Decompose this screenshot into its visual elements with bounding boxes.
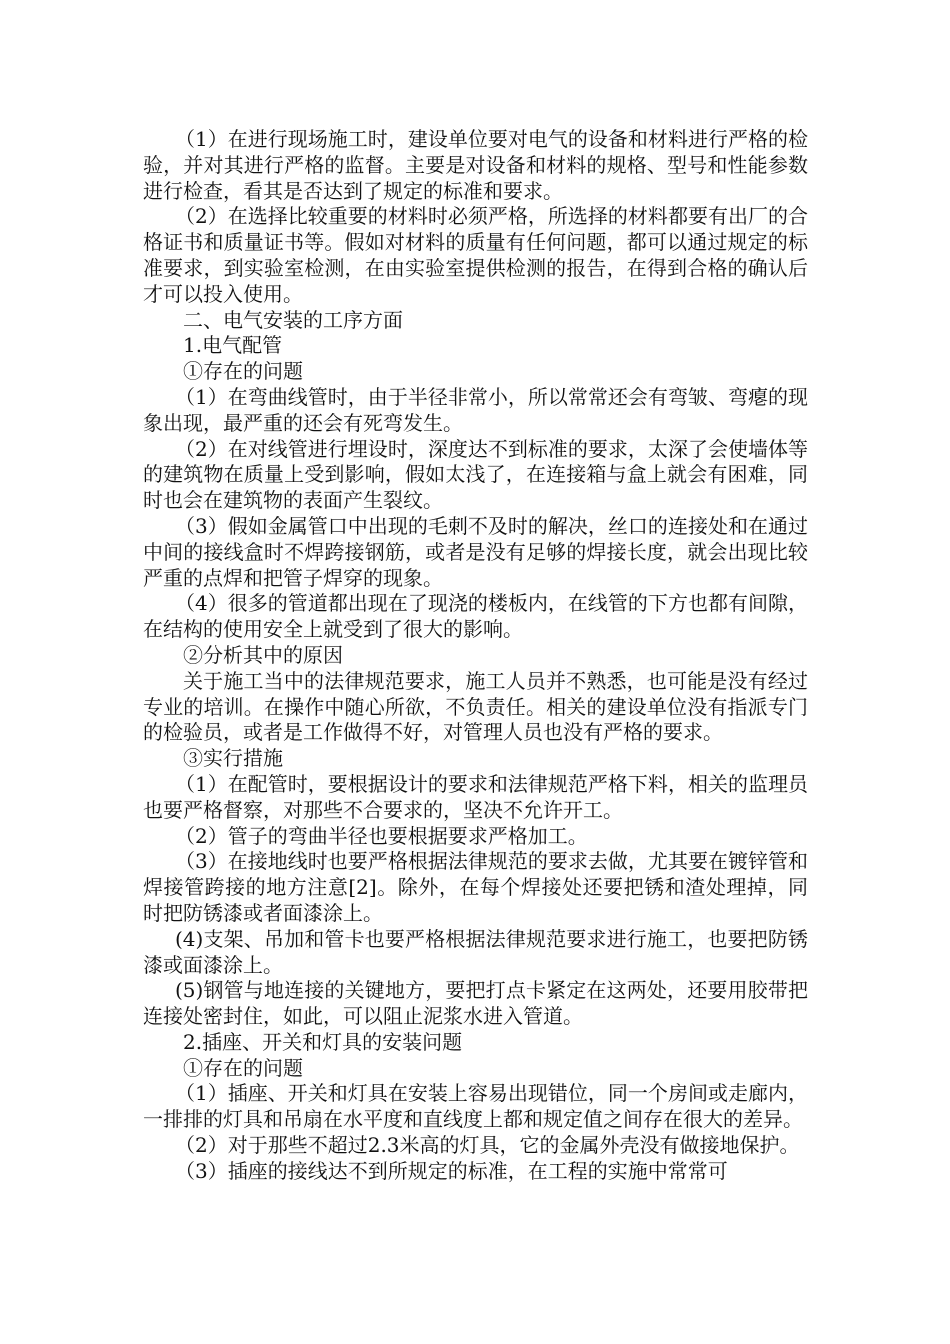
paragraph-causes: 关于施工当中的法律规范要求，施工人员并不熟悉，也可能是没有经过专业的培训。在操作中随心所欲，不负责任。相关的建设单位没有指派专门的检验员，或者是工作做得不好，对管理人员也没有严格的要求。 — [143, 668, 808, 745]
paragraph-measure-2: （2）管子的弯曲半径也要根据要求严格加工。 — [175, 823, 588, 848]
paragraph-measure-1: （1）在配管时，要根据设计的要求和法律规范严格下料，相关的监理员也要严格督察，对那些不合要求的，坚决不允许开工。 — [143, 771, 808, 822]
paragraph-problem-4: （4）很多的管道都出现在了现浇的楼板内，在线管的下方也都有间隙，在结构的使用安全上就受到了很大的影响。 — [143, 591, 808, 642]
paragraph-measure-3: （3）在接地线时也要严格根据法律规范的要求去做，尤其要在镀锌管和焊接管跨接的地方注意[2]。除外，在每个焊接处还要把锈和渣处理掉，同时把防锈漆或者面漆涂上。 — [143, 849, 808, 925]
subheading-problems: ①存在的问题 — [183, 359, 303, 384]
document-body — [143, 127, 808, 1185]
subheading-conduit: 1.电气配管 — [183, 333, 283, 358]
section-heading-process: 二、电气安装的工序方面 — [183, 307, 403, 332]
subheading-problems-2: ①存在的问题 — [183, 1055, 303, 1080]
paragraph-problem-2: （2）在对线管进行埋设时，深度达不到标准的要求，太深了会使墙体等的建筑物在质量上受到影响，假如太浅了，在连接箱与盒上就会有困难，同时也会在建筑物的表面产生裂纹。 — [143, 436, 808, 513]
paragraph-material-selection: （2）在选择比较重要的材料时必须严格，所选择的材料都要有出厂的合格证书和质量证书等。假如对材料的质量有任何问题，都可以通过规定的标准要求，到实验室检测，在由实验室提供检测的报告，在得到合格的确认后才可以投入使用。 — [143, 204, 808, 306]
paragraph-socket-problem-2: （2）对于那些不超过2.3米高的灯具，它的金属外壳没有做接地保护。 — [175, 1133, 800, 1158]
paragraph-inspection: （1）在进行现场施工时，建设单位要对电气的设备和材料进行严格的检验，并对其进行严格的监督。主要是对设备和材料的规格、型号和性能参数进行检查，看其是否达到了规定的标准和要求。 — [143, 127, 808, 203]
subheading-measures: ③实行措施 — [183, 746, 283, 771]
paragraph-socket-problem-1: （1）插座、开关和灯具在安装上容易出现错位，同一个房间或走廊内，一排排的灯具和吊扇在水平度和直线度上都和规定值之间存在很大的差异。 — [143, 1081, 808, 1132]
paragraph-measure-5: (5)钢管与地连接的关键地方，要把打点卡紧定在这两处，还要用胶带把连接处密封住，如此，可以阻止泥浆水进入管道。 — [143, 978, 808, 1029]
paragraph-socket-problem-3: （3）插座的接线达不到所规定的标准，在工程的实施中常常可 — [175, 1158, 728, 1183]
subheading-sockets-switches: 2.插座、开关和灯具的安装问题 — [183, 1029, 463, 1054]
paragraph-measure-4: (4)支架、吊加和管卡也要严格根据法律规范要求进行施工，也要把防锈漆或面漆涂上。 — [143, 926, 808, 977]
subheading-causes: ②分析其中的原因 — [183, 642, 343, 667]
paragraph-problem-3: （3）假如金属管口中出现的毛刺不及时的解决，丝口的连接处和在通过中间的接线盒时不焊跨接钢筋，或者是没有足够的焊接长度，就会出现比较严重的点焊和把管子焊穿的现象。 — [143, 513, 808, 590]
paragraph-problem-1: （1）在弯曲线管时，由于半径非常小，所以常常还会有弯皱、弯瘪的现象出现，最严重的还会有死弯发生。 — [143, 384, 808, 435]
